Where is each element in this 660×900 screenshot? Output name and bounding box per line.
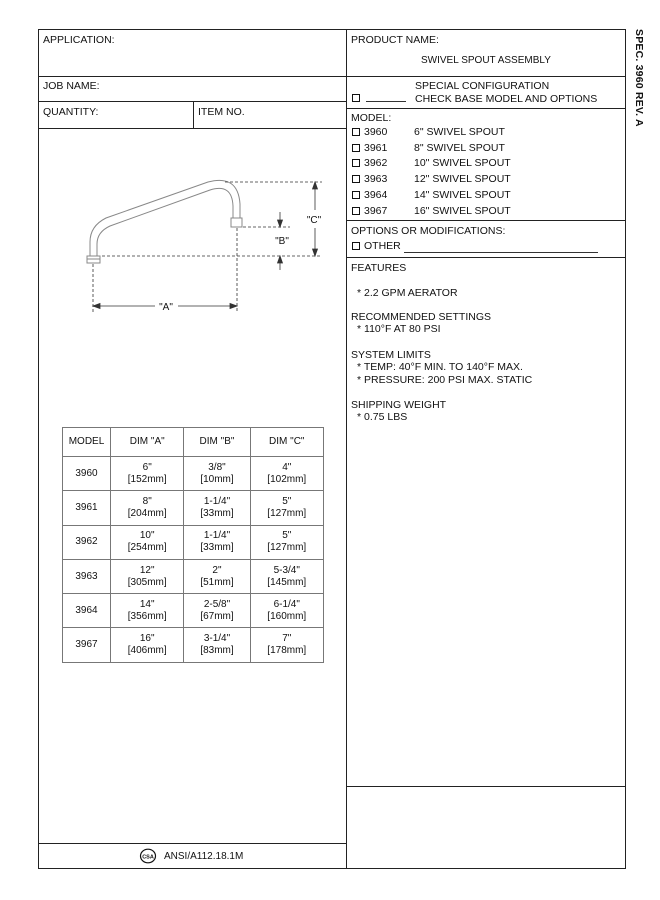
shipping-weight-value: * 0.75 LBS <box>357 411 408 423</box>
system-limits-label: SYSTEM LIMITS <box>351 349 431 361</box>
table-row <box>63 628 324 662</box>
model-description: 8" SWIVEL SPOUT <box>414 141 505 154</box>
dimension-table <box>62 427 324 663</box>
model-description: 6" SWIVEL SPOUT <box>414 126 505 138</box>
spout-tube-inner <box>97 188 233 256</box>
table-row <box>63 594 324 628</box>
quantity-label: QUANTITY: <box>43 106 99 118</box>
cell-dim-a <box>111 457 184 491</box>
rule-quantity <box>38 128 346 129</box>
options-label: OPTIONS OR MODIFICATIONS: <box>351 225 506 237</box>
header-dim-a: DIM "A" <box>111 428 184 457</box>
table-header-row <box>63 428 324 457</box>
cell-dim-b <box>184 559 250 593</box>
option-other-checkbox[interactable] <box>352 242 360 250</box>
csa-cert-icon <box>139 848 157 864</box>
dim-a-inch: 6" <box>142 461 152 473</box>
features-label: FEATURES <box>351 262 407 274</box>
csa-cert-text: CSA <box>142 854 154 861</box>
dim-c-mm: [102mm] <box>267 473 307 485</box>
dim-b-inch: 3/8" <box>208 461 226 473</box>
dim-a-label: "A" <box>159 302 173 313</box>
dim-c-inch: 4" <box>282 461 292 473</box>
frame-top <box>38 29 626 30</box>
item-no-label: ITEM NO. <box>198 106 245 118</box>
dim-a-mm: [356mm] <box>127 610 167 622</box>
standard-label: ANSI/A112.18.1M <box>164 851 244 862</box>
header-dim-c: DIM "C" <box>250 428 323 457</box>
special-config-checkbox[interactable] <box>352 94 360 102</box>
dim-c-mm: [160mm] <box>267 610 307 622</box>
cell-dim-c <box>250 525 323 559</box>
model-code: 3962 <box>364 157 388 170</box>
dim-b-inch: 2-5/8" <box>203 598 231 610</box>
cell-dim-b <box>184 491 250 525</box>
rule-features-end <box>346 786 625 787</box>
cell-dim-b <box>184 525 250 559</box>
model-checkbox[interactable] <box>352 159 360 167</box>
model-option-3964[interactable] <box>352 189 511 201</box>
dim-c-inch: 5-3/4" <box>273 564 300 576</box>
model-checkbox[interactable] <box>352 144 360 152</box>
frame-right <box>625 29 626 869</box>
model-code: 3963 <box>364 173 388 186</box>
recommended-settings-label: RECOMMENDED SETTINGS <box>351 311 492 323</box>
dim-b-inch: 1-1/4" <box>203 495 231 507</box>
special-config-blank <box>366 101 406 102</box>
model-description: 16" SWIVEL SPOUT <box>414 204 511 217</box>
rule-application <box>38 76 346 77</box>
product-name: SWIVEL SPOUT ASSEMBLY <box>421 55 551 66</box>
model-code: 3964 <box>364 188 388 201</box>
model-code: 3960 <box>364 126 388 138</box>
dim-b-inch: 1-1/4" <box>203 530 231 542</box>
model-option-3961[interactable] <box>352 142 505 154</box>
dim-a-inch: 12" <box>139 564 155 576</box>
special-config-checkbox-row[interactable] <box>352 92 364 104</box>
dim-b-inch: 3-1/4" <box>203 633 231 645</box>
job-name-label: JOB NAME: <box>43 80 100 92</box>
aerator-nut <box>231 218 242 227</box>
cell-model: 3967 <box>63 628 111 662</box>
header-model: MODEL <box>63 428 111 457</box>
dim-a-mm: [254mm] <box>127 542 167 554</box>
dim-c-mm: [145mm] <box>267 576 307 588</box>
dim-a-inch: 8" <box>142 495 152 507</box>
dim-a-mm: [204mm] <box>127 507 167 519</box>
table-row <box>63 559 324 593</box>
model-label: MODEL: <box>351 112 392 124</box>
model-option-3967[interactable] <box>352 205 511 217</box>
dim-b-mm: [51mm] <box>200 576 234 588</box>
feature-aerator: * 2.2 GPM AERATOR <box>357 287 458 299</box>
model-option-3960[interactable] <box>352 126 505 138</box>
cell-dim-a <box>111 525 184 559</box>
cell-dim-c <box>250 594 323 628</box>
rule-product <box>346 76 625 77</box>
cell-model: 3963 <box>63 559 111 593</box>
model-checkbox[interactable] <box>352 207 360 215</box>
model-description: 12" SWIVEL SPOUT <box>414 173 511 186</box>
cell-model: 3964 <box>63 594 111 628</box>
model-option-3962[interactable] <box>352 157 511 169</box>
dim-b-mm: [33mm] <box>200 542 234 554</box>
rule-model <box>346 220 625 221</box>
model-option-3963[interactable] <box>352 173 511 185</box>
cell-dim-c <box>250 457 323 491</box>
option-other-blank <box>404 252 598 253</box>
dim-a-mm: [406mm] <box>127 645 167 657</box>
cell-dim-c <box>250 491 323 525</box>
cell-dim-a <box>111 559 184 593</box>
system-limits-temp: * TEMP: 40°F MIN. TO 140°F MAX. <box>357 361 523 373</box>
cell-dim-b <box>184 628 250 662</box>
table-row <box>63 491 324 525</box>
dim-b-inch: 2" <box>212 564 222 576</box>
dim-a-mm: [305mm] <box>127 576 167 588</box>
rule-footer <box>38 843 346 844</box>
model-description: 10" SWIVEL SPOUT <box>414 157 511 170</box>
option-other-label: OTHER <box>364 240 401 252</box>
system-limits-pressure: * PRESSURE: 200 PSI MAX. STATIC <box>357 374 533 386</box>
dim-c-mm: [178mm] <box>267 645 307 657</box>
cell-dim-c <box>250 559 323 593</box>
cell-model: 3960 <box>63 457 111 491</box>
model-description: 14" SWIVEL SPOUT <box>414 188 511 201</box>
dim-a-inch: 14" <box>139 598 155 610</box>
dim-b-label: "B" <box>275 236 289 247</box>
dim-b-mm: [83mm] <box>200 645 234 657</box>
cell-dim-c <box>250 628 323 662</box>
model-checkbox[interactable] <box>352 191 360 199</box>
cell-dim-a <box>111 628 184 662</box>
recommended-settings-value: * 110°F AT 80 PSI <box>357 323 441 335</box>
special-config-line2: CHECK BASE MODEL AND OPTIONS <box>415 93 598 105</box>
dim-b-mm: [33mm] <box>200 507 234 519</box>
dim-c-inch: 6-1/4" <box>273 598 300 610</box>
cell-dim-b <box>184 457 250 491</box>
header-dim-b: DIM "B" <box>184 428 250 457</box>
dim-c-mm: [127mm] <box>267 542 307 554</box>
rule-options <box>346 257 625 258</box>
model-code: 3967 <box>364 204 388 217</box>
dim-c-label: "C" <box>306 215 322 226</box>
model-code: 3961 <box>364 141 388 154</box>
rule-job <box>38 101 346 102</box>
dim-a-mm: [152mm] <box>127 473 167 485</box>
dim-a-inch: 10" <box>139 530 155 542</box>
cell-model: 3961 <box>63 491 111 525</box>
dim-b-mm: [67mm] <box>200 610 234 622</box>
cell-dim-a <box>111 594 184 628</box>
spec-reference: SPEC. 3960 REV. A <box>633 29 645 127</box>
dim-c-inch: 5" <box>282 530 292 542</box>
column-divider <box>346 29 347 869</box>
cell-dim-b <box>184 594 250 628</box>
spout-tube-outer <box>90 180 240 256</box>
model-checkbox[interactable] <box>352 128 360 136</box>
table-row <box>63 457 324 491</box>
special-config-line1: SPECIAL CONFIGURATION <box>415 80 550 92</box>
dim-a-inch: 16" <box>139 633 155 645</box>
spout-diagram <box>60 160 340 320</box>
frame-left <box>38 29 39 869</box>
option-other-row[interactable] <box>352 240 401 252</box>
table-row <box>63 525 324 559</box>
rule-special <box>346 108 625 109</box>
shipping-weight-label: SHIPPING WEIGHT <box>351 399 447 411</box>
dim-b-mm: [10mm] <box>200 473 234 485</box>
frame-bottom <box>38 868 626 869</box>
product-name-label: PRODUCT NAME: <box>351 34 439 46</box>
dim-c-mm: [127mm] <box>267 507 307 519</box>
dim-c-inch: 7" <box>282 633 292 645</box>
application-label: APPLICATION: <box>43 34 115 46</box>
cell-model: 3962 <box>63 525 111 559</box>
cell-dim-a <box>111 491 184 525</box>
dim-c-inch: 5" <box>282 495 292 507</box>
quantity-item-divider <box>193 101 194 128</box>
model-checkbox[interactable] <box>352 175 360 183</box>
